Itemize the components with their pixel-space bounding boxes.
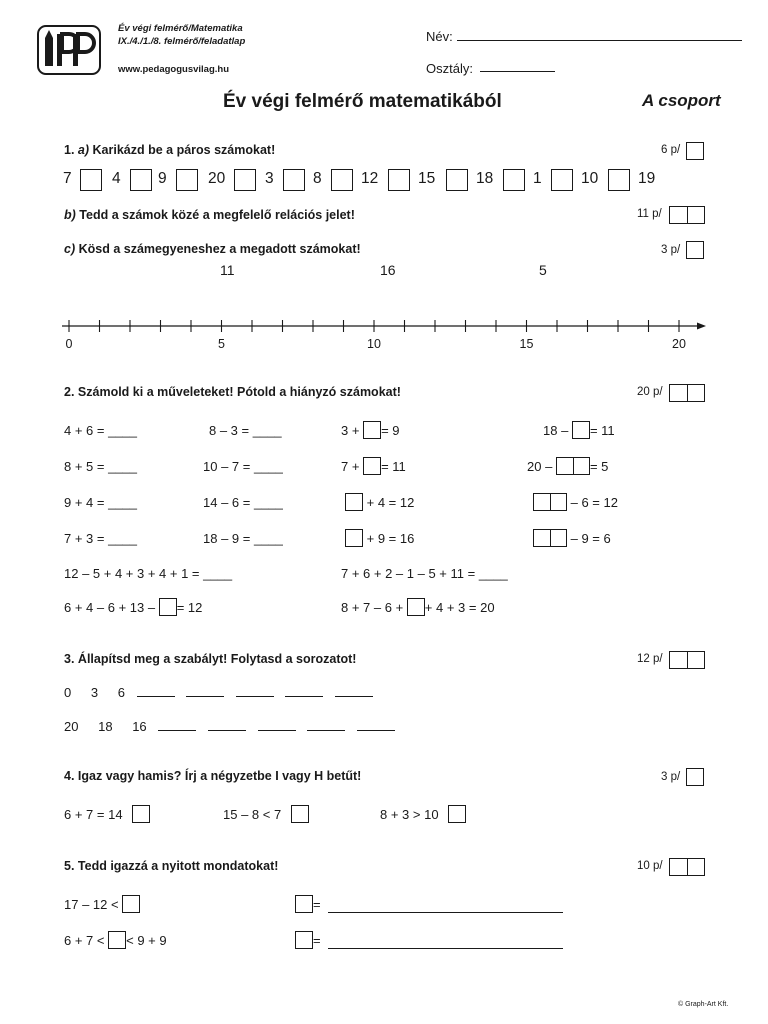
relation-box[interactable] [388,169,410,191]
exercise-part: + 9 = 16 [366,531,415,546]
task5-score-box[interactable] [669,858,705,876]
header-line2: IX./4./1./8. felmérő/feladatlap [118,36,246,47]
task1b-heading [64,208,355,222]
answer-box[interactable] [345,493,363,511]
equals-sign: = [313,897,321,912]
sequence-row [64,685,373,700]
true-false-item [64,805,150,823]
exercise-part: 20 – [527,459,553,474]
sequence-blank[interactable] [307,730,345,731]
task4-score-box[interactable] [686,768,704,786]
exercise[interactable]: 18 – 9 = ____ [203,531,283,546]
task3-text: Állapítsd meg a szabályt! Folytasd a sorozatot! [77,652,357,666]
exercise-part: = 9 [381,423,400,438]
missing-number-exercise [64,598,202,616]
answer-box[interactable] [291,805,309,823]
number-item[interactable]: 20 [208,170,226,187]
task3-heading [64,652,356,666]
pencil-p-logo-icon [37,25,101,75]
task2-number: 2. [64,385,75,399]
number-item[interactable]: 15 [418,170,436,187]
exercise[interactable]: 12 – 5 + 4 + 3 + 4 + 1 = ____ [64,566,233,581]
sequence-blank[interactable] [158,730,196,731]
axis-tick-label: 20 [672,337,686,351]
sequence-blank[interactable] [335,696,373,697]
task1c-heading [64,242,361,256]
group-label: A csoport [642,91,721,110]
missing-number-exercise [345,493,414,511]
missing-number-exercise [341,421,400,439]
class-field[interactable] [480,71,555,72]
answer-box[interactable] [345,529,363,547]
task4-points-label: 3 p/ [661,771,681,783]
answer-box[interactable] [132,805,150,823]
relation-box[interactable] [80,169,102,191]
task1a-letter: a) [77,143,90,157]
relation-box[interactable] [608,169,630,191]
answer-box[interactable] [159,598,177,616]
name-label: Név: [426,29,453,44]
exercise-part: – 6 = 12 [570,495,618,510]
answer-box[interactable] [407,598,425,616]
exercise-part: + 4 + 3 = 20 [424,600,495,615]
task3-points-label: 12 p/ [637,653,663,665]
task1b-text: Tedd a számok közé a megfelelő relációs jelet! [79,208,355,222]
relation-box[interactable] [176,169,198,191]
sequence-term: 18 [98,719,113,734]
solution-line [295,931,563,949]
answer-line[interactable] [328,897,563,913]
task1-number: 1. [64,143,75,157]
task1a-text: Karikázd be a páros számokat! [92,143,276,157]
missing-number-exercise [345,529,414,547]
number-item[interactable]: 19 [638,170,656,187]
missing-number-exercise [527,457,608,475]
answer-box[interactable] [295,895,313,913]
number-item[interactable]: 12 [361,170,379,187]
answer-line[interactable] [328,933,563,949]
axis-tick-label: 10 [367,337,381,351]
task3-number: 3. [64,652,75,666]
exercise-part: – 9 = 6 [570,531,611,546]
relation-box[interactable] [331,169,353,191]
exercise-part: 6 + 4 – 6 + 13 – [64,600,156,615]
answer-box[interactable] [363,421,381,439]
number-item[interactable]: 4 [112,170,121,187]
true-false-item [380,805,466,823]
missing-number-exercise [543,421,615,439]
exercise[interactable]: 8 – 3 = ____ [209,423,282,438]
relation-box[interactable] [234,169,256,191]
task1b-points-label: 11 p/ [637,208,662,220]
given-number[interactable]: 16 [380,262,396,278]
number-item[interactable]: 9 [158,170,167,187]
given-number[interactable]: 11 [220,262,235,278]
exercise-part: = 12 [176,600,203,615]
relation-box[interactable] [130,169,152,191]
task4-number: 4. [64,769,75,783]
relation-box[interactable] [503,169,525,191]
exercise-part: 3 + [341,423,360,438]
number-item[interactable]: 8 [313,170,322,187]
exercise[interactable]: 14 – 6 = ____ [203,495,283,510]
answer-box[interactable] [295,931,313,949]
task1c-score-box[interactable] [686,241,704,259]
task1a-score-box[interactable] [686,142,704,160]
sentence-part: 17 – 12 < [64,897,119,912]
missing-number-exercise [533,529,611,547]
sequence-blank[interactable] [137,696,175,697]
number-item[interactable]: 7 [63,170,72,187]
sentence-part: 6 + 7 < [64,933,105,948]
answer-box[interactable] [122,895,140,913]
task5-number: 5. [64,859,75,873]
solution-line [295,895,563,913]
exercise[interactable]: 7 + 6 + 2 – 1 – 5 + 11 = ____ [341,566,508,581]
exercise-part: 18 – [543,423,569,438]
sequence-blank[interactable] [258,730,296,731]
missing-number-exercise [341,598,495,616]
equals-sign: = [313,933,321,948]
sequence-term: 20 [64,719,79,734]
task1c-letter: c) [64,242,76,256]
number-item[interactable]: 10 [581,170,599,187]
exercise[interactable]: 7 + 3 = ____ [64,531,138,546]
exercise-part: = 11 [589,423,615,438]
task4-heading [64,769,361,783]
exercise[interactable]: 4 + 6 = ____ [64,423,138,438]
open-sentence [64,895,140,913]
sequence-blank[interactable] [357,730,395,731]
true-false-item [223,805,309,823]
task1c-points-label: 3 p/ [661,244,681,256]
task1a-heading [64,143,275,157]
answer-box[interactable] [448,805,466,823]
task4-text: Igaz vagy hamis? Írj a négyzetbe I vagy H betűt! [77,769,362,783]
exercise[interactable]: 9 + 4 = ____ [64,495,138,510]
task5-points-label: 10 p/ [637,860,663,872]
answer-box[interactable] [572,421,590,439]
sequence-term: 16 [132,719,147,734]
page-title: Év végi felmérő matematikából [223,91,502,112]
answer-box[interactable] [533,529,567,547]
statement: 6 + 7 = 14 [64,807,123,822]
sequence-row [64,719,395,734]
number-line [60,312,710,354]
header-url: www.pedagogusvilag.hu [118,64,230,75]
sequence-blank[interactable] [285,696,323,697]
sentence-part: < 9 + 9 [126,933,167,948]
exercise-part: 8 + 7 – 6 + [341,600,404,615]
relation-box[interactable] [446,169,468,191]
sequence-term: 6 [117,685,125,700]
sequence-term: 3 [90,685,99,700]
answer-box[interactable] [533,493,567,511]
task5-heading [64,859,278,873]
task1a-points-label: 6 p/ [661,144,681,156]
header-line1: Év végi felmérő/Matematika [118,23,243,34]
answer-box[interactable] [556,457,590,475]
task1b-score-box[interactable] [669,206,705,224]
name-field[interactable] [457,40,742,41]
open-sentence [64,931,167,949]
task2-score-box[interactable] [669,384,705,402]
copyright: © Graph-Art Kft. [678,1001,729,1008]
class-label: Osztály: [426,61,473,76]
statement: 8 + 3 > 10 [380,807,439,822]
given-number[interactable]: 5 [539,262,547,278]
exercise-part: + 4 = 12 [366,495,415,510]
relation-box[interactable] [551,169,573,191]
exercise[interactable]: 10 – 7 = ____ [203,459,283,474]
missing-number-exercise [533,493,618,511]
sequence-term: 0 [64,685,72,700]
number-item[interactable]: 18 [476,170,494,187]
number-item[interactable]: 1 [533,170,542,187]
exercise-part: = 11 [381,459,406,474]
exercise[interactable]: 8 + 5 = ____ [64,459,138,474]
logo [37,25,101,75]
exercise-part: 7 + [341,459,360,474]
axis-arrow-icon [697,323,706,330]
task2-points-label: 20 p/ [637,386,663,398]
task5-text: Tedd igazzá a nyitott mondatokat! [77,859,279,873]
number-item[interactable]: 3 [265,170,274,187]
task3-score-box[interactable] [669,651,705,669]
axis-tick-label: 15 [519,337,534,351]
relation-box[interactable] [283,169,305,191]
sequence-blank[interactable] [186,696,224,697]
task1c-text: Kösd a számegyeneshez a megadott számokat! [78,242,361,256]
task1b-letter: b) [64,208,76,222]
axis-tick-label: 5 [218,337,225,351]
sequence-blank[interactable] [236,696,274,697]
answer-box[interactable] [108,931,126,949]
number-line-group [62,320,706,351]
axis-tick-label: 0 [65,337,73,351]
task2-heading [64,385,401,399]
statement: 15 – 8 < 7 [223,807,282,822]
missing-number-exercise [341,457,406,475]
exercise-part: = 5 [589,459,609,474]
sequence-blank[interactable] [208,730,246,731]
answer-box[interactable] [363,457,381,475]
task2-text: Számold ki a műveleteket! Pótold a hiányzó számokat! [77,385,401,399]
